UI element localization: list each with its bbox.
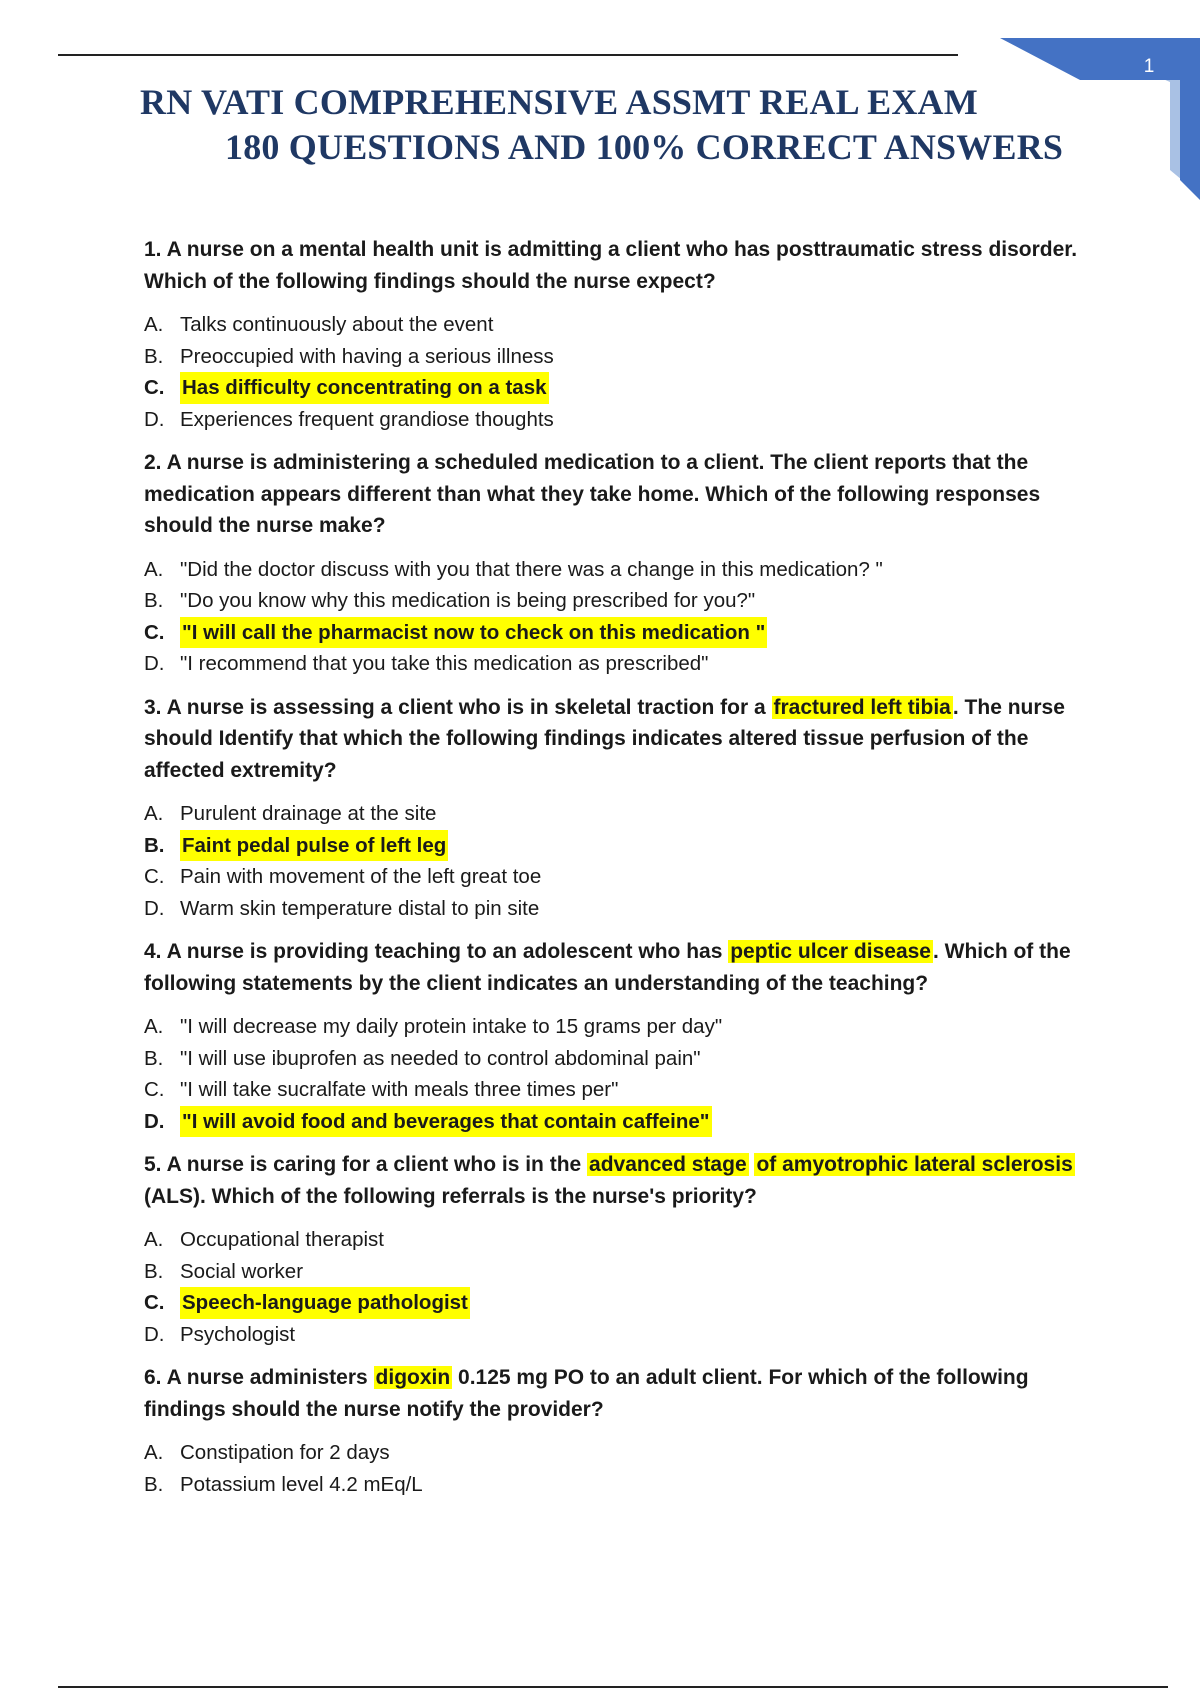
answer-option-correct [144, 1106, 1084, 1138]
answer-options [144, 1011, 1084, 1137]
answer-options [144, 1437, 1084, 1500]
question-1 [144, 234, 1084, 435]
answer-option [144, 798, 1084, 830]
stem-text: (ALS). Which of the following referrals is the nurse's priority? [144, 1184, 757, 1208]
header-rule [58, 54, 958, 56]
answer-option [144, 1469, 1084, 1501]
answer-options [144, 554, 1084, 680]
answer-option [144, 1011, 1084, 1043]
corner-tab [1000, 38, 1200, 80]
option-letter: B. [144, 589, 164, 612]
option-letter: D. [144, 652, 165, 675]
answer-option [144, 893, 1084, 925]
corner-edge [1180, 38, 1200, 200]
option-text: Faint pedal pulse of left leg [180, 830, 448, 862]
question-stem [144, 936, 1084, 999]
question-list [144, 234, 1084, 1512]
answer-option [144, 1319, 1084, 1351]
stem-highlight: peptic ulcer disease [730, 940, 931, 963]
option-text: "I will decrease my daily protein intake to 15 grams per day" [180, 1015, 723, 1038]
answer-option [144, 1256, 1084, 1288]
option-text: Preoccupied with having a serious illness [180, 344, 554, 368]
option-text: Speech-language pathologist [180, 1287, 470, 1319]
option-letter: B. [144, 833, 165, 857]
option-text: Talks continuously about the event [180, 313, 494, 336]
stem-text: . The nurse should Identify that which the following findings indicates altered tissue perfusion of the affected extremity? [144, 695, 1065, 782]
option-text: Constipation for 2 days [180, 1441, 390, 1464]
answer-option [144, 1074, 1084, 1106]
stem-text: 2. A nurse is administering a scheduled medication to a client. The client reports that the medication appears different than what they take home. Which of the following responses should the nurse make? [144, 451, 1041, 537]
option-letter: B. [144, 344, 164, 368]
question-stem [144, 1362, 1084, 1425]
option-letter: B. [144, 1046, 164, 1070]
title-line-2: 180 QUESTIONS AND 100% CORRECT ANSWERS [225, 127, 1064, 167]
option-letter: A. [144, 1441, 164, 1464]
question-stem [144, 1149, 1084, 1212]
stem-text: 5. A nurse is caring for a client who is in the [144, 1153, 588, 1176]
option-text: "Do you know why this medication is being prescribed for you?" [180, 589, 756, 612]
stem-text: 3. A nurse is assessing a client who is in skeletal traction for a [144, 695, 772, 719]
option-letter: C. [144, 1291, 165, 1314]
stem-text: . Which of the following statements by the client indicates an understanding of the teaching? [144, 940, 1071, 995]
option-text: "I will take sucralfate with meals three times per" [180, 1078, 619, 1101]
option-text: Warm skin temperature distal to pin site [180, 896, 540, 920]
answer-option [144, 554, 1084, 586]
answer-option [144, 404, 1084, 436]
option-letter: D. [144, 896, 165, 920]
option-letter: D. [144, 1322, 165, 1346]
answer-options [144, 798, 1084, 924]
question-2 [144, 447, 1084, 680]
option-text: Experiences frequent grandiose thoughts [180, 407, 554, 431]
stem-text: 1. A nurse on a mental health unit is admitting a client who has posttraumatic stress disorder. Which of the following findings should the nurse expect? [144, 238, 1078, 293]
stem-text: 4. A nurse is providing teaching to an adolescent who has [144, 940, 729, 963]
option-letter: D. [144, 407, 165, 431]
footer-rule [58, 1686, 1168, 1688]
question-stem [144, 692, 1084, 787]
answer-option [144, 309, 1084, 341]
stem-text: 6. A nurse administers [144, 1366, 374, 1389]
option-text: Psychologist [180, 1322, 296, 1346]
option-text: "I will avoid food and beverages that contain caffeine" [180, 1106, 712, 1138]
answer-option [144, 648, 1084, 680]
option-letter: B. [144, 1472, 164, 1496]
question-4 [144, 936, 1084, 1137]
question-stem [144, 447, 1084, 542]
option-text: "Did the doctor discuss with you that there was a change in this medication? " [180, 557, 883, 581]
option-text: "I will call the pharmacist now to check on this medication " [180, 617, 767, 649]
option-letter: A. [144, 802, 164, 825]
answer-options [144, 1224, 1084, 1350]
page-number: 1 [1143, 56, 1155, 77]
answer-option-correct [144, 1287, 1084, 1319]
question-6 [144, 1362, 1084, 1500]
question-3 [144, 692, 1084, 925]
answer-option [144, 861, 1084, 893]
option-letter: D. [144, 1109, 165, 1133]
option-letter: A. [144, 313, 164, 336]
stem-highlight: fractured left tibia [773, 695, 951, 719]
stem-highlight: digoxin [375, 1366, 451, 1389]
answer-option-correct [144, 617, 1084, 649]
question-5 [144, 1149, 1084, 1350]
option-letter: A. [144, 1228, 164, 1251]
option-text: Pain with movement of the left great toe [180, 865, 542, 888]
answer-option [144, 1224, 1084, 1256]
stem-highlight: advanced stage [589, 1153, 747, 1176]
option-text: Occupational therapist [180, 1228, 384, 1251]
stem-highlight: of amyotrophic lateral sclerosis [756, 1153, 1073, 1176]
answer-option [144, 585, 1084, 617]
option-letter: A. [144, 1015, 164, 1038]
option-text: "I recommend that you take this medication as prescribed" [180, 652, 709, 675]
stem-text: 0.125 mg PO to an adult client. For which of the following findings should the nurse notify the provider? [144, 1366, 1029, 1421]
option-letter: C. [144, 376, 165, 399]
title-line-1: RN VATI COMPREHENSIVE ASSMT REAL EXAM [140, 82, 978, 122]
option-letter: A. [144, 557, 164, 581]
option-letter: C. [144, 865, 165, 888]
option-text: Has difficulty concentrating on a task [180, 372, 549, 404]
option-text: Potassium level 4.2 mEq/L [180, 1472, 423, 1496]
answer-option [144, 1437, 1084, 1469]
answer-option [144, 1043, 1084, 1075]
option-text: "I will use ibuprofen as needed to control abdominal pain" [180, 1046, 701, 1070]
option-text: Social worker [180, 1259, 304, 1283]
document-title [140, 80, 1100, 170]
option-letter: C. [144, 1078, 165, 1101]
answer-option [144, 341, 1084, 373]
option-text: Purulent drainage at the site [180, 802, 437, 825]
option-letter: B. [144, 1259, 164, 1283]
option-letter: C. [144, 620, 165, 644]
answer-option-correct [144, 372, 1084, 404]
answer-options [144, 309, 1084, 435]
answer-option-correct [144, 830, 1084, 862]
question-stem [144, 234, 1084, 297]
